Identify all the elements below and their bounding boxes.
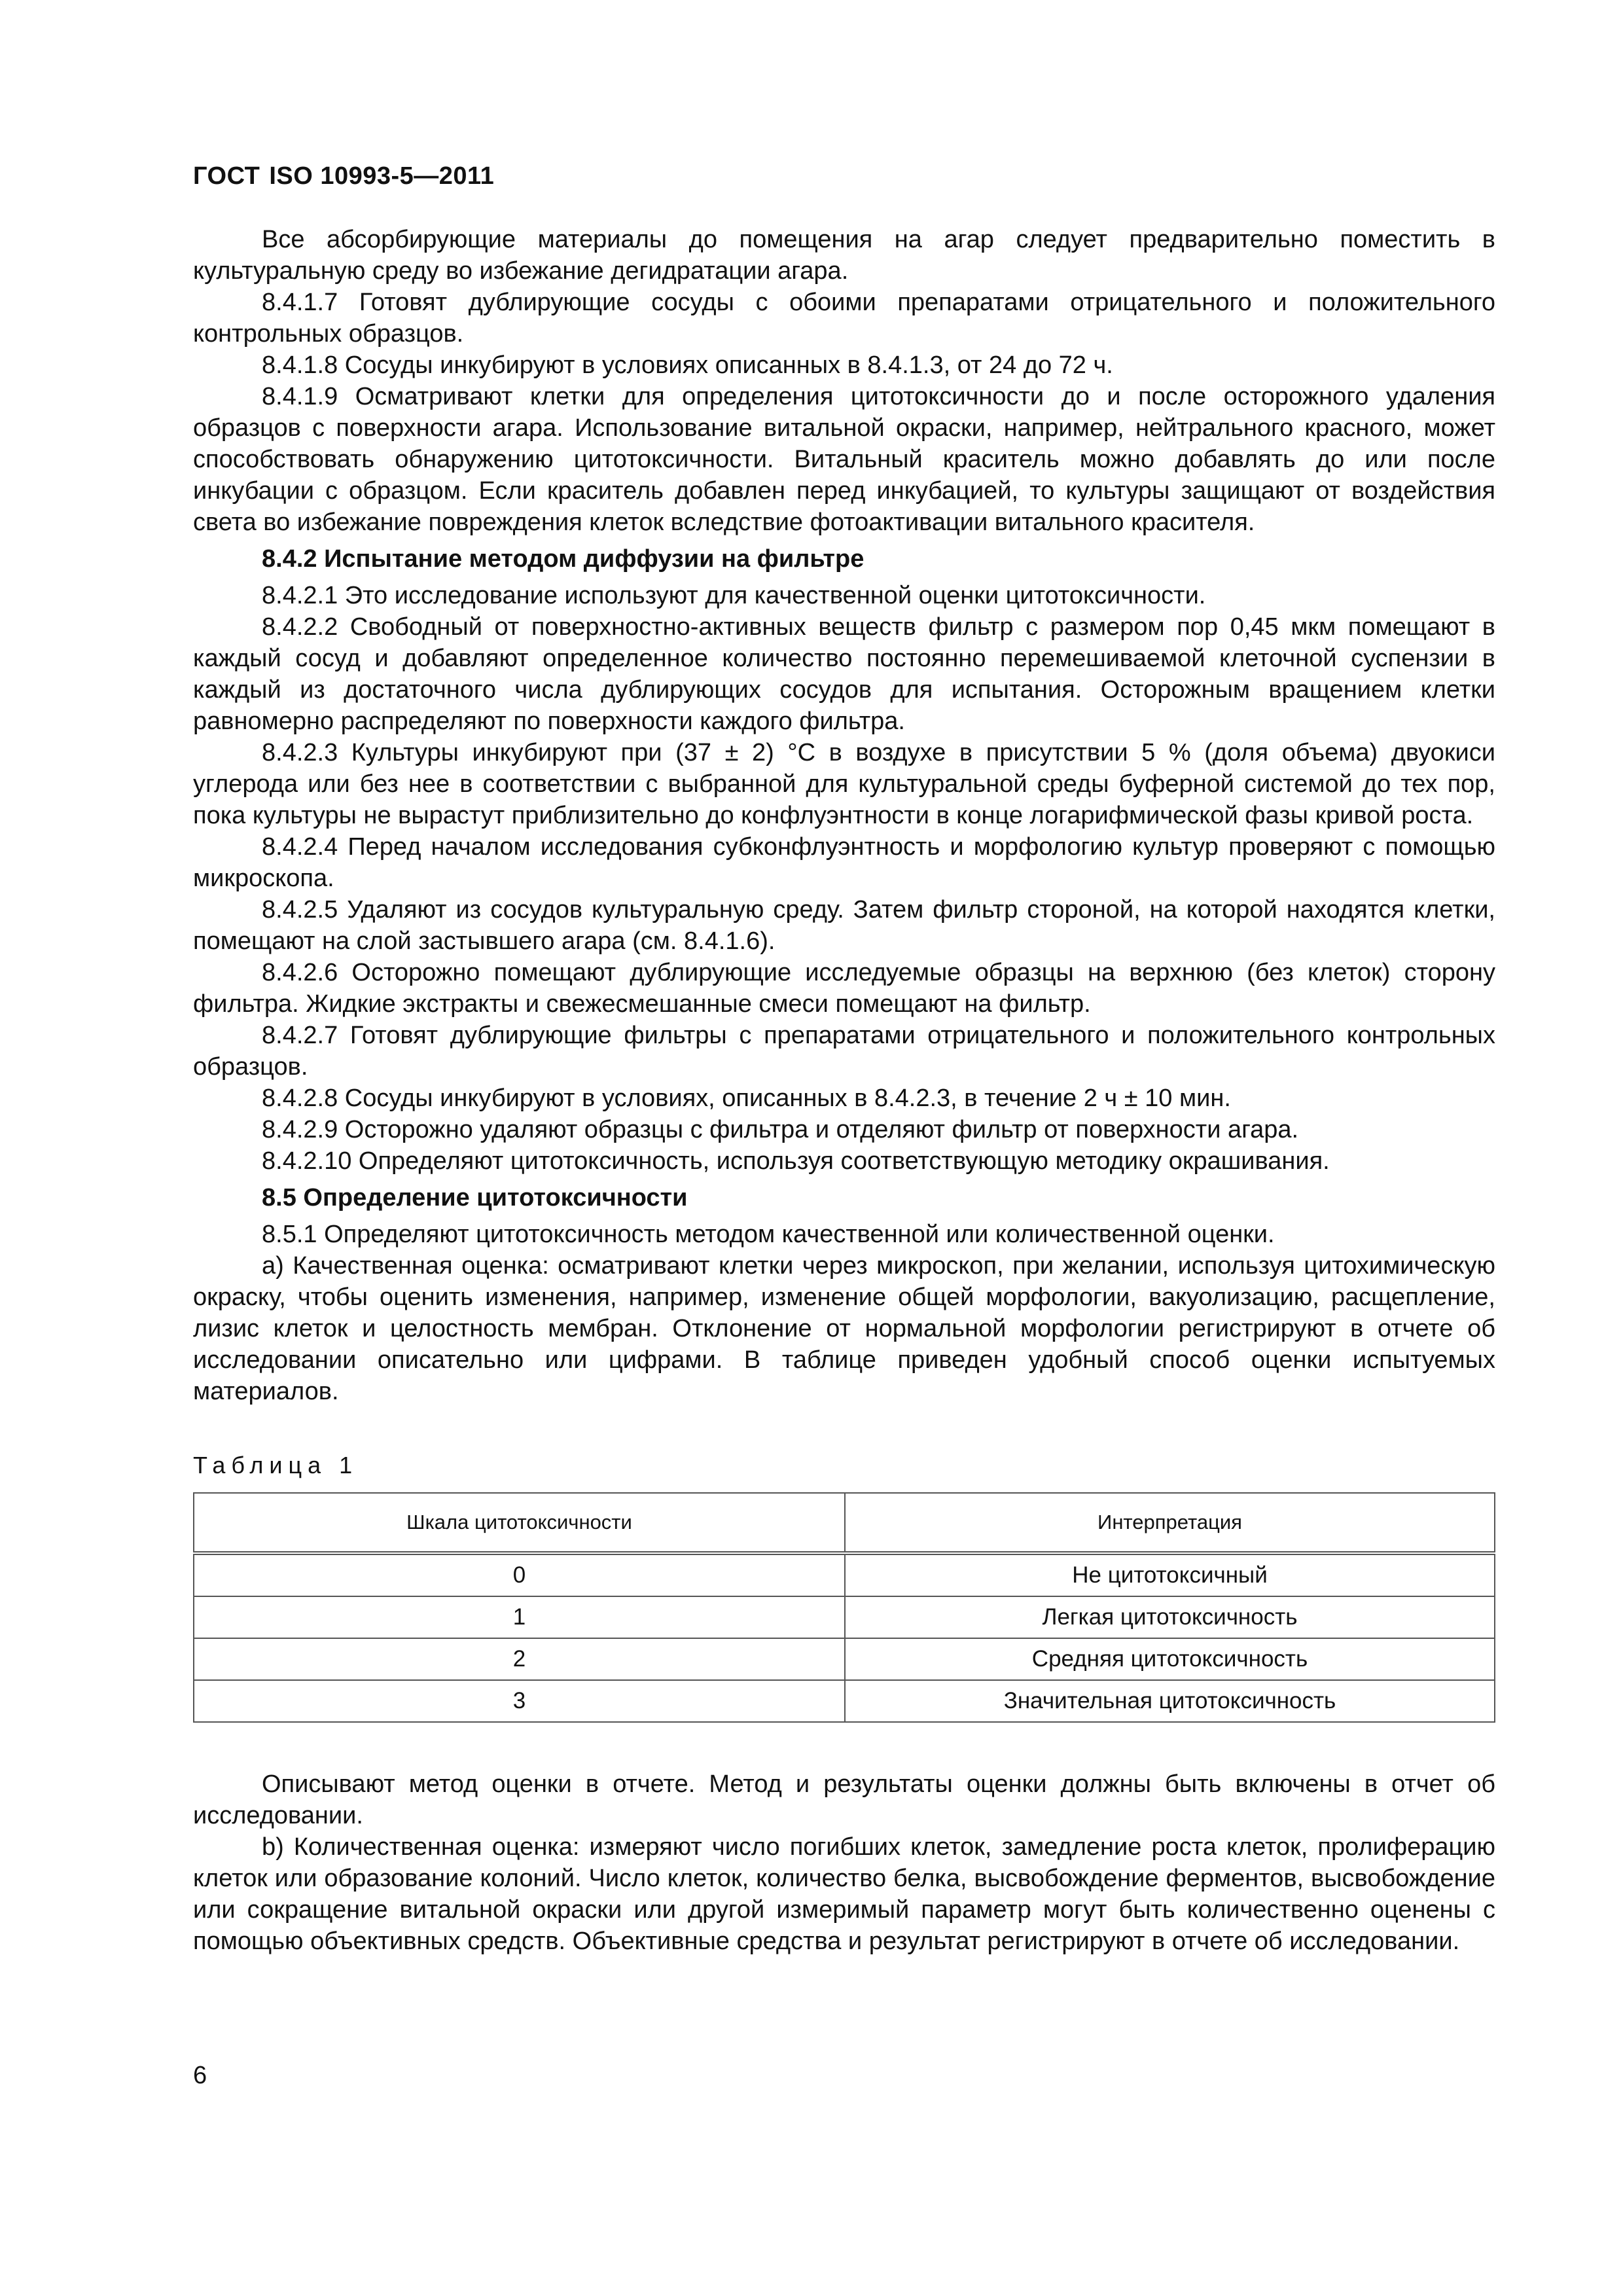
table-row <box>194 1553 1495 1596</box>
header-standard-number: ISO 10993-5—2011 <box>269 162 495 190</box>
paragraph-quantitative-assessment: b) Количественная оценка: измеряют число погибших клеток, замедление роста клеток, пролиферацию клеток или образование колоний. Число клеток, количество белка, высвобождение ферментов, высвобождение или сокращение витальной окраски или другой измеримый параметр могут быть количественно оценены с помощью объективных средств. Объективные средства и результат регистрируют в отчете об исследовании. <box>193 1833 1495 1955</box>
paragraph-8-4-2-5: 8.4.2.5 Удаляют из сосудов культуральную среду. Затем фильтр стороной, на которой находятся клетки, помещают на слой застывшего агара (см. 8.4.1.6). <box>193 896 1495 955</box>
paragraph-8-5-1: 8.5.1 Определяют цитотоксичность методом качественной или количественной оценки. <box>262 1221 1275 1248</box>
table-cell-interpretation: Легкая цитотоксичность <box>845 1596 1495 1638</box>
table-cell-grade: 1 <box>194 1596 845 1638</box>
table-cell-interpretation: Не цитотоксичный <box>845 1553 1495 1596</box>
paragraph-report-method: Описывают метод оценки в отчете. Метод и результаты оценки должны быть включены в отчет об исследовании. <box>193 1770 1495 1829</box>
cytotoxicity-grade-table <box>193 1492 1495 1723</box>
document-body <box>193 224 1495 1957</box>
paragraph-qualitative-assessment: a) Качественная оценка: осматривают клетки через микроскоп, при желании, используя цитохимическую окраску, чтобы оценить изменения, например, изменение общей морфологии, вакуолизацию, расщепление, лизис клеток и целостность мембран. Отклонение от нормальной морфологии регистрируют в отчете об исследовании описательно или цифрами. В таблице приведен удобный способ оценки испытуемых материалов. <box>193 1252 1495 1405</box>
paragraph-8-4-2-8: 8.4.2.8 Сосуды инкубируют в условиях, описанных в 8.4.2.3, в течение 2 ч ± 10 мин. <box>262 1085 1231 1112</box>
table-row <box>194 1638 1495 1680</box>
paragraph-8-4-2-10: 8.4.2.10 Определяют цитотоксичность, используя соответствующую методику окрашивания. <box>262 1147 1330 1175</box>
paragraph-8-4-2-7: 8.4.2.7 Готовят дублирующие фильтры с препаратами отрицательного и положительного контрольных образцов. <box>193 1022 1495 1081</box>
table-cell-grade: 2 <box>194 1638 845 1680</box>
table-cell-interpretation: Средняя цитотоксичность <box>845 1638 1495 1680</box>
heading-8-5: 8.5 Определение цитотоксичности <box>262 1184 688 1211</box>
column-header-interpretation: Интерпретация <box>845 1493 1495 1553</box>
paragraph-8-4-2-6: 8.4.2.6 Осторожно помещают дублирующие исследуемые образцы на верхнюю (без клеток) сторону фильтра. Жидкие экстракты и свежесмешанные смеси помещают на фильтр. <box>193 959 1495 1018</box>
table-cell-grade: 0 <box>194 1553 845 1596</box>
table-cell-interpretation: Значительная цитотоксичность <box>845 1680 1495 1722</box>
header-standard-prefix: ГОСТ <box>193 162 260 190</box>
column-header-scale: Шкала цитотоксичности <box>194 1493 845 1553</box>
paragraph-8-4-1-9: 8.4.1.9 Осматривают клетки для определения цитотоксичности до и после осторожного удаления образцов с поверхности агара. Использование витальной окраски, например, нейтрального красного, может способствовать обнаружению цитотоксичности. Витальный краситель можно добавлять до или после инкубации с образцом. Если краситель добавлен перед инкубацией, то культуры защищают от воздействия света во избежание повреждения клеток вследствие фотоактивации витального красителя. <box>193 383 1495 536</box>
table-caption: Таблица 1 <box>193 1452 359 1479</box>
paragraph-8-4-2-4: 8.4.2.4 Перед началом исследования субконфлуэнтность и морфологию культур проверяют с помощью микроскопа. <box>193 833 1495 892</box>
paragraph-8-4-2-9: 8.4.2.9 Осторожно удаляют образцы с фильтра и отделяют фильтр от поверхности агара. <box>262 1116 1299 1143</box>
paragraph-8-4-2-3: 8.4.2.3 Культуры инкубируют при (37 ± 2) °С в воздухе в присутствии 5 % (доля объема) двуокиси углерода или без нее в соответствии с выбранной для культуральной среды буферной системой до тех пор, пока культуры не вырастут приблизительно до конфлуэнтности в конце логарифмической фазы кривой роста. <box>193 739 1495 829</box>
table-row <box>194 1680 1495 1722</box>
paragraph-absorbent-materials: Все абсорбирующие материалы до помещения на агар следует предварительно поместить в культуральную среду во избежание дегидратации агара. <box>193 226 1495 285</box>
table-cell-grade: 3 <box>194 1680 845 1722</box>
document-header <box>193 162 503 190</box>
paragraph-8-4-1-7: 8.4.1.7 Готовят дублирующие сосуды с обоими препаратами отрицательного и положительного контрольных образцов. <box>193 289 1495 348</box>
paragraph-8-4-1-8: 8.4.1.8 Сосуды инкубируют в условиях описанных в 8.4.1.3, от 24 до 72 ч. <box>262 351 1113 379</box>
heading-8-4-2: 8.4.2 Испытание методом диффузии на фильтре <box>262 545 865 573</box>
paragraph-8-4-2-2: 8.4.2.2 Свободный от поверхностно-активных веществ фильтр с размером пор 0,45 мкм помещают в каждый сосуд и добавляют определенное количество постоянно перемешиваемой клеточной суспензии в каждый из достаточного числа дублирующих сосудов для испытания. Осторожным вращением клетки равномерно распределяют по поверхности каждого фильтра. <box>193 613 1495 735</box>
after-table-block <box>193 1768 1495 1957</box>
table-row <box>194 1596 1495 1638</box>
paragraph-8-4-2-1: 8.4.2.1 Это исследование используют для качественной оценки цитотоксичности. <box>262 582 1206 609</box>
table-header-row <box>194 1493 1495 1553</box>
page-number: 6 <box>193 2062 207 2089</box>
